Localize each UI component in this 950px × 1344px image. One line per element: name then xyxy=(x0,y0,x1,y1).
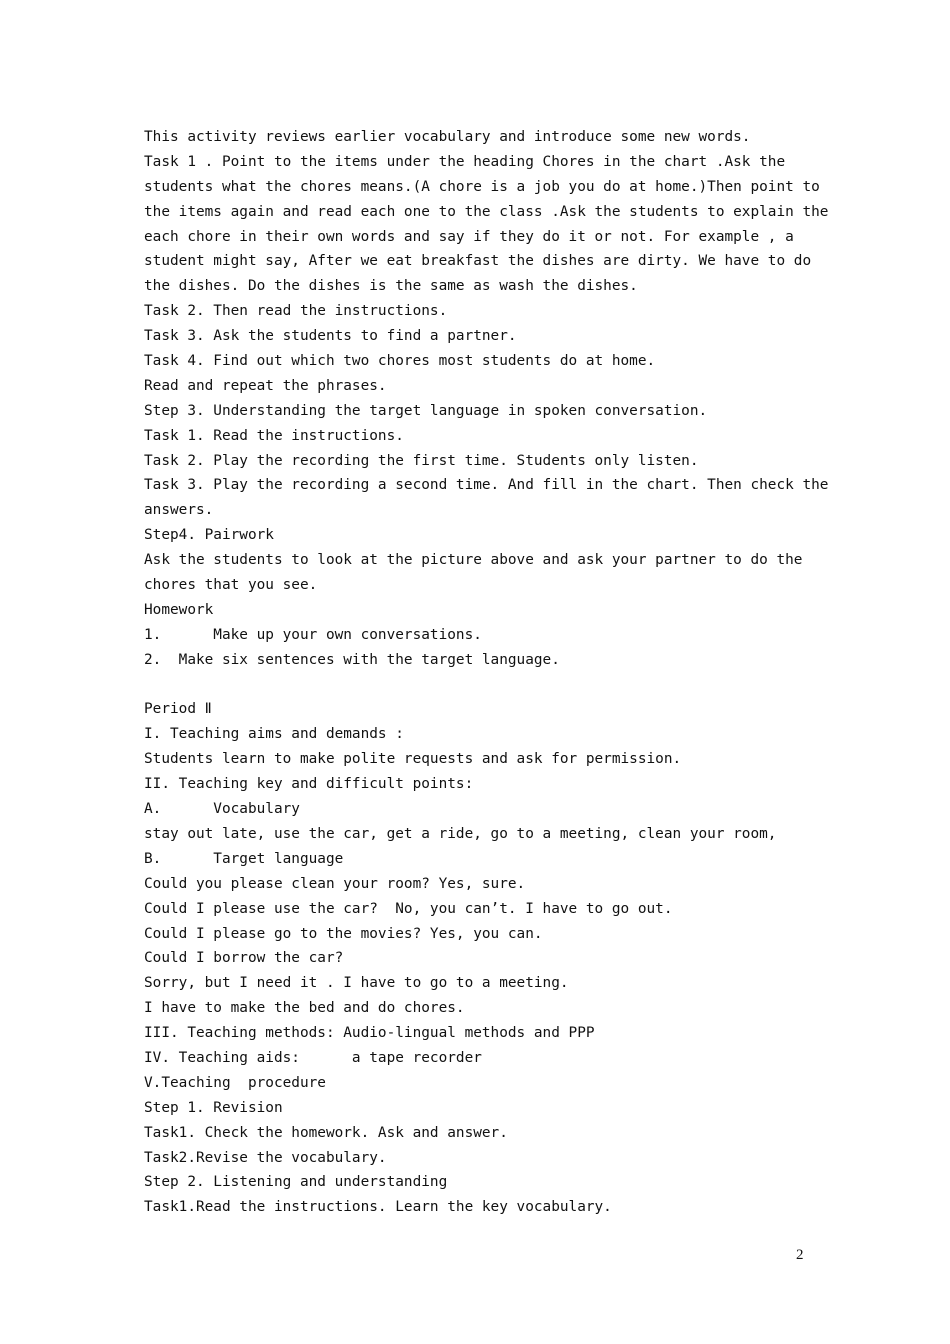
text-line: Could you please clean your room? Yes, sure. xyxy=(144,875,526,892)
text-line: Could I please go to the movies? Yes, you can. xyxy=(144,925,543,942)
text-line: Step 2. Listening and understanding xyxy=(144,1174,448,1191)
text-line: Step 3. Understanding the target language in spoken conversation. xyxy=(144,402,708,419)
text-line: A. Vocabulary xyxy=(144,801,300,818)
text-line: III. Teaching methods: Audio-lingual methods and PPP xyxy=(144,1025,595,1042)
text-line: V.Teaching procedure xyxy=(144,1074,326,1091)
text-line: 2. Make six sentences with the target language. xyxy=(144,651,560,668)
text-line: Task 1 . Point to the items under the heading Chores in the chart .Ask the xyxy=(144,153,786,170)
text-line: This activity reviews earlier vocabulary and introduce some new words. xyxy=(144,129,751,145)
text-line: Read and repeat the phrases. xyxy=(144,377,387,394)
text-line: Homework xyxy=(144,601,214,618)
text-line: Task 3. Play the recording a second time. And fill in the chart. Then check the xyxy=(144,477,829,494)
text-line: Task 1. Read the instructions. xyxy=(144,427,404,444)
text-line: IV. Teaching aids: a tape recorder xyxy=(144,1049,482,1066)
text-line: students what the chores means.(A chore is a job you do at home.)Then point to xyxy=(144,178,820,195)
text-line: each chore in their own words and say if they do it or not. For example , a xyxy=(144,228,794,245)
text-line: Step4. Pairwork xyxy=(144,527,274,544)
text-line: II. Teaching key and difficult points: xyxy=(144,776,474,793)
text-line: 1. Make up your own conversations. xyxy=(144,626,482,643)
text-line: Task 4. Find out which two chores most students do at home. xyxy=(144,353,656,370)
text-line: Task2.Revise the vocabulary. xyxy=(144,1149,387,1166)
text-line: Task 2. Play the recording the first time. Students only listen. xyxy=(144,452,699,469)
text-line: chores that you see. xyxy=(144,577,318,594)
text-line: answers. xyxy=(144,502,214,519)
text-line: Step 1. Revision xyxy=(144,1099,283,1116)
text-line: Task1. Check the homework. Ask and answer. xyxy=(144,1124,508,1141)
text-line: Task1.Read the instructions. Learn the key vocabulary. xyxy=(144,1199,612,1216)
blank-line xyxy=(144,673,824,698)
text-line: Could I please use the car? No, you can’t. I have to go out. xyxy=(144,900,673,917)
text-line: stay out late, use the car, get a ride, go to a meeting, clean your room, xyxy=(144,825,777,842)
text-line: I. Teaching aims and demands : xyxy=(144,726,404,743)
text-line: Could I borrow the car? xyxy=(144,950,344,967)
text-line: I have to make the bed and do chores. xyxy=(144,1000,465,1017)
text-line: the dishes. Do the dishes is the same as wash the dishes. xyxy=(144,278,638,295)
page-number: 2 xyxy=(796,1247,804,1263)
text-line: B. Target language xyxy=(144,850,344,867)
body-text xyxy=(144,125,829,1220)
text-line: Task 3. Ask the students to find a partner. xyxy=(144,328,517,345)
text-line: Period Ⅱ xyxy=(144,701,212,718)
text-line: Sorry, but I need it . I have to go to a meeting. xyxy=(144,975,569,992)
text-line: Students learn to make polite requests and ask for permission. xyxy=(144,751,682,768)
text-line: Task 2. Then read the instructions. xyxy=(144,303,448,320)
text-line: student might say, After we eat breakfast the dishes are dirty. We have to do xyxy=(144,253,812,270)
text-line: Ask the students to look at the picture above and ask your partner to do the xyxy=(144,552,803,569)
text-line: the items again and read each one to the class .Ask the students to explain the xyxy=(144,203,829,220)
